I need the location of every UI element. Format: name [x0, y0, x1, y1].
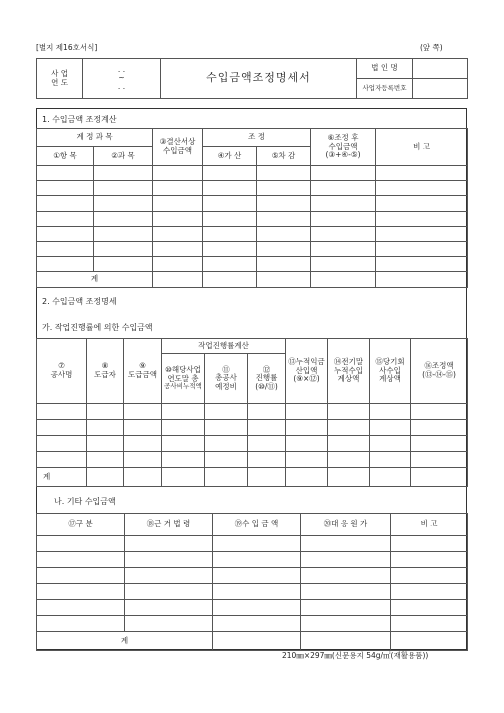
form-number: [별지 제16호서식] [36, 43, 98, 52]
s2-cell[interactable] [328, 404, 370, 420]
rate-line2: 진행률 [255, 373, 278, 383]
s2-cell[interactable] [328, 420, 370, 436]
s2-cell[interactable] [328, 452, 370, 468]
s2-total-cell[interactable] [328, 468, 370, 487]
year-label-line1: 사 업 [51, 68, 68, 78]
paper-spec: 210㎜×297㎜(신문용지 54g/㎡(재활용품)) [282, 651, 429, 660]
s2-total-cell[interactable] [162, 468, 205, 487]
settled-line1: ③결산서상 [159, 137, 196, 147]
s2-total-label: 계 [37, 468, 87, 487]
subject-header: ②과 목 [94, 147, 153, 165]
s2-cell[interactable] [248, 436, 286, 452]
section2-heading: 2. 수입금액 조정명세 [42, 297, 117, 306]
year-label-cell [37, 59, 83, 99]
s1-cell[interactable] [376, 180, 468, 195]
s1-cell[interactable] [94, 226, 153, 241]
amount-label: 도급금액 [128, 370, 157, 379]
s3-cell[interactable] [391, 536, 468, 552]
s3-cell[interactable] [391, 552, 468, 568]
s1-cell[interactable] [203, 257, 257, 271]
type-header: ⑰구 분 [37, 514, 125, 536]
s1-cell[interactable] [376, 226, 468, 241]
project-no: ⑦ [58, 361, 65, 371]
s3-cell[interactable] [213, 568, 301, 584]
s3-cell[interactable] [125, 600, 213, 616]
s2-cell[interactable] [37, 436, 87, 452]
s2-cell[interactable] [370, 420, 411, 436]
s1-total-cell[interactable] [153, 271, 203, 287]
s3-cell[interactable] [37, 600, 125, 616]
s1-cell[interactable] [311, 226, 376, 241]
s2-cell[interactable] [162, 420, 205, 436]
s3-cell[interactable] [301, 600, 391, 616]
adjust-group-header: 조 정 [203, 129, 311, 147]
section3-sub-b: 나. 기타 수입금액 [54, 497, 116, 506]
s3-cell[interactable] [37, 568, 125, 584]
s2-total-cell[interactable] [124, 468, 162, 487]
s3-cell[interactable] [37, 552, 125, 568]
rate-line1: ⑫ [262, 364, 271, 374]
s2-cell[interactable] [162, 404, 205, 420]
s1-cell[interactable] [257, 165, 311, 180]
after-adjust-header [311, 129, 376, 166]
s2-cell[interactable] [286, 452, 328, 468]
s1-cell[interactable] [203, 196, 257, 211]
s1-cell[interactable] [311, 196, 376, 211]
s1-cell[interactable] [257, 242, 311, 257]
s3-cell[interactable] [391, 568, 468, 584]
s3-cell[interactable] [37, 616, 125, 632]
s1-cell[interactable] [257, 226, 311, 241]
law-header: ⑱근 거 법 령 [125, 514, 213, 536]
income-header: ⑲수 입 금 액 [213, 514, 301, 536]
s1-cell[interactable] [257, 196, 311, 211]
s3-cell[interactable] [213, 552, 301, 568]
s2-cell[interactable] [205, 436, 248, 452]
s1-total-cell[interactable] [376, 271, 468, 287]
s2-cell[interactable] [124, 452, 162, 468]
s3-cell[interactable] [125, 584, 213, 600]
sub-header: ⑤차 감 [257, 147, 311, 165]
s2-cell[interactable] [370, 452, 411, 468]
s1-cell[interactable] [257, 211, 311, 226]
cost-line2: 연도말 총 [167, 373, 199, 383]
s1-cell[interactable] [94, 211, 153, 226]
after-line3: (③+④-⑤) [325, 150, 361, 160]
header-table [36, 58, 468, 99]
s1-cell[interactable] [153, 242, 203, 257]
remark-header-3: 비 고 [391, 514, 468, 536]
prev-line3: 계상액 [337, 374, 360, 384]
s1-cell[interactable] [376, 257, 468, 271]
s1-cell[interactable] [257, 180, 311, 195]
section1-heading: 1. 수입금액 조정계산 [42, 115, 117, 124]
s3-cell[interactable] [125, 616, 213, 632]
s2-cell[interactable] [37, 404, 87, 420]
amount-header [124, 339, 162, 404]
s2-total-cell[interactable] [411, 468, 468, 487]
s3-total-cell[interactable] [301, 632, 391, 651]
s2-cell[interactable] [124, 420, 162, 436]
s3-cell[interactable] [213, 600, 301, 616]
progress-rate-header [248, 354, 286, 404]
tcost-line3: 예정비 [215, 381, 237, 391]
s3-cell[interactable] [125, 552, 213, 568]
s1-cell[interactable] [203, 226, 257, 241]
cost-header: ⑳대 응 원 가 [301, 514, 391, 536]
current-period-header [370, 339, 411, 404]
corp-name-field[interactable] [413, 59, 468, 79]
amount-no: ⑨ [139, 361, 146, 371]
s1-cell[interactable] [153, 257, 203, 271]
contractor-label: 도급자 [94, 370, 116, 379]
after-line2: 수입금액 [328, 141, 358, 151]
s3-cell[interactable] [301, 584, 391, 600]
s2-cell[interactable] [37, 452, 87, 468]
s2-cell[interactable] [205, 404, 248, 420]
tcost-line2: 총공사 [215, 373, 237, 383]
document-title: 수입금액조정명세서 [161, 59, 357, 99]
corp-name-label: 법 인 명 [357, 59, 413, 79]
s1-cell[interactable] [37, 242, 94, 257]
year-value-cell[interactable] [83, 59, 161, 99]
adj-line1: ⑯조정액 [424, 361, 454, 371]
s2-total-cell[interactable] [205, 468, 248, 487]
s1-cell[interactable] [311, 257, 376, 271]
prev-line2: 누적수입 [334, 365, 363, 375]
contractor-header [87, 339, 124, 404]
s2-cell[interactable] [124, 404, 162, 420]
s1-cell[interactable] [376, 242, 468, 257]
s1-cell[interactable] [153, 226, 203, 241]
account-group-header: 계 정 과 목 [37, 129, 153, 147]
curr-line2: 사수입 [379, 365, 401, 375]
s2-cell[interactable] [370, 404, 411, 420]
s1-cell[interactable] [311, 180, 376, 195]
s1-cell[interactable] [376, 196, 468, 211]
section1-table [36, 128, 468, 288]
s2-cell[interactable] [124, 436, 162, 452]
s1-cell[interactable] [311, 165, 376, 180]
project-header [37, 339, 87, 404]
s1-cell[interactable] [257, 257, 311, 271]
s1-cell[interactable] [37, 211, 94, 226]
item-header: ①항 목 [37, 147, 94, 165]
add-header: ④가 산 [203, 147, 257, 165]
year-start: . . [117, 64, 126, 74]
settled-amount-header [153, 129, 203, 166]
s2-cell[interactable] [162, 436, 205, 452]
section3-table [36, 513, 468, 651]
s3-total-cell[interactable] [213, 632, 301, 651]
s2-cell[interactable] [205, 420, 248, 436]
s2-cell[interactable] [205, 452, 248, 468]
project-label: 공사명 [50, 370, 73, 379]
tcost-line1: ⑪ [222, 364, 230, 374]
s3-cell[interactable] [125, 536, 213, 552]
year-label-line2: 연 도 [51, 77, 68, 87]
progress-group-header: 작업진행률계산 [162, 339, 286, 354]
s2-total-cell[interactable] [87, 468, 124, 487]
s1-cell[interactable] [37, 165, 94, 180]
prev-period-header [328, 339, 370, 404]
s2-cell[interactable] [286, 420, 328, 436]
curr-line3: 계상액 [379, 374, 401, 384]
s1-cell[interactable] [94, 242, 153, 257]
cumulative-header [286, 339, 328, 404]
s1-cell[interactable] [37, 257, 94, 271]
cost-line1: ⑩해당사업 [165, 365, 201, 375]
s1-cell[interactable] [203, 180, 257, 195]
s2-total-cell[interactable] [248, 468, 286, 487]
after-line1: ⑥조정 후 [327, 132, 359, 142]
s1-total-cell[interactable] [311, 271, 376, 287]
s3-cell[interactable] [213, 616, 301, 632]
s1-cell[interactable] [203, 165, 257, 180]
year-end: . . [117, 81, 126, 91]
s2-cell[interactable] [248, 420, 286, 436]
s2-cell[interactable] [411, 420, 468, 436]
s1-cell[interactable] [153, 196, 203, 211]
s2-cell[interactable] [87, 420, 124, 436]
curr-line1: ⑮당기회 [375, 357, 405, 367]
s1-cell[interactable] [376, 165, 468, 180]
prev-line1: ⑭전기말 [333, 357, 364, 367]
biz-no-label: 사업자등록번호 [357, 79, 413, 99]
s1-cell[interactable] [153, 165, 203, 180]
biz-no-field[interactable] [413, 79, 468, 99]
s3-cell[interactable] [301, 552, 391, 568]
s2-cell[interactable] [37, 420, 87, 436]
s3-cell[interactable] [391, 616, 468, 632]
total-cost-header [205, 354, 248, 404]
rate-line3: (⑩/⑪) [255, 381, 278, 391]
s1-cell[interactable] [94, 180, 153, 195]
s2-cell[interactable] [87, 404, 124, 420]
s2-cell[interactable] [286, 404, 328, 420]
s2-cell[interactable] [87, 436, 124, 452]
s1-cell[interactable] [376, 211, 468, 226]
remark-header: 비 고 [376, 129, 468, 166]
s1-cell[interactable] [94, 196, 153, 211]
s3-cell[interactable] [301, 568, 391, 584]
s1-cell[interactable] [203, 211, 257, 226]
s3-cell[interactable] [301, 616, 391, 632]
s3-cell[interactable] [125, 568, 213, 584]
s1-cell[interactable] [153, 180, 203, 195]
section2-table [36, 338, 468, 487]
s2-cell[interactable] [411, 452, 468, 468]
s1-cell[interactable] [203, 242, 257, 257]
s2-cell[interactable] [328, 436, 370, 452]
adj-line2: (⑬-⑭-⑮) [422, 370, 456, 379]
cum-line1: ⑬누적익금 [288, 357, 325, 367]
s2-cell[interactable] [411, 436, 468, 452]
settled-line2: 수입금액 [163, 145, 192, 155]
s2-total-cell[interactable] [286, 468, 328, 487]
s1-total-label: 계 [37, 271, 153, 287]
s2-cell[interactable] [286, 436, 328, 452]
s3-cell[interactable] [213, 536, 301, 552]
s1-cell[interactable] [37, 196, 94, 211]
s3-cell[interactable] [391, 584, 468, 600]
s2-cell[interactable] [370, 436, 411, 452]
s2-cell[interactable] [162, 452, 205, 468]
s1-cell[interactable] [153, 211, 203, 226]
cum-line2: 산입액 [295, 365, 318, 375]
cost-line3: 공사비누적액 [164, 382, 202, 391]
s1-total-cell[interactable] [257, 271, 311, 287]
s2-cell[interactable] [411, 404, 468, 420]
s3-cell[interactable] [391, 600, 468, 616]
s1-cell[interactable] [94, 257, 153, 271]
s2-cell[interactable] [87, 452, 124, 468]
s1-cell[interactable] [94, 165, 153, 180]
s1-cell[interactable] [37, 226, 94, 241]
cum-line3: (⑨×⑫) [293, 374, 320, 384]
page-side-label: (앞 쪽) [420, 43, 443, 52]
s3-cell[interactable] [301, 536, 391, 552]
adjustment-header [411, 339, 468, 404]
s3-cell[interactable] [213, 584, 301, 600]
s1-cell[interactable] [37, 180, 94, 195]
s1-cell[interactable] [311, 242, 376, 257]
contractor-no: ⑧ [101, 361, 109, 371]
s2-total-cell[interactable] [370, 468, 411, 487]
s1-cell[interactable] [311, 211, 376, 226]
year-tilde: ~ [118, 73, 125, 83]
s3-cell[interactable] [37, 584, 125, 600]
yearend-cost-header [162, 354, 205, 404]
s2-cell[interactable] [248, 452, 286, 468]
s1-total-cell[interactable] [203, 271, 257, 287]
s3-total-label: 계 [37, 632, 213, 651]
s3-cell[interactable] [37, 536, 125, 552]
s2-cell[interactable] [248, 404, 286, 420]
s3-total-cell[interactable] [391, 632, 468, 651]
section2-sub-a: 가. 작업진행률에 의한 수입금액 [42, 323, 153, 332]
